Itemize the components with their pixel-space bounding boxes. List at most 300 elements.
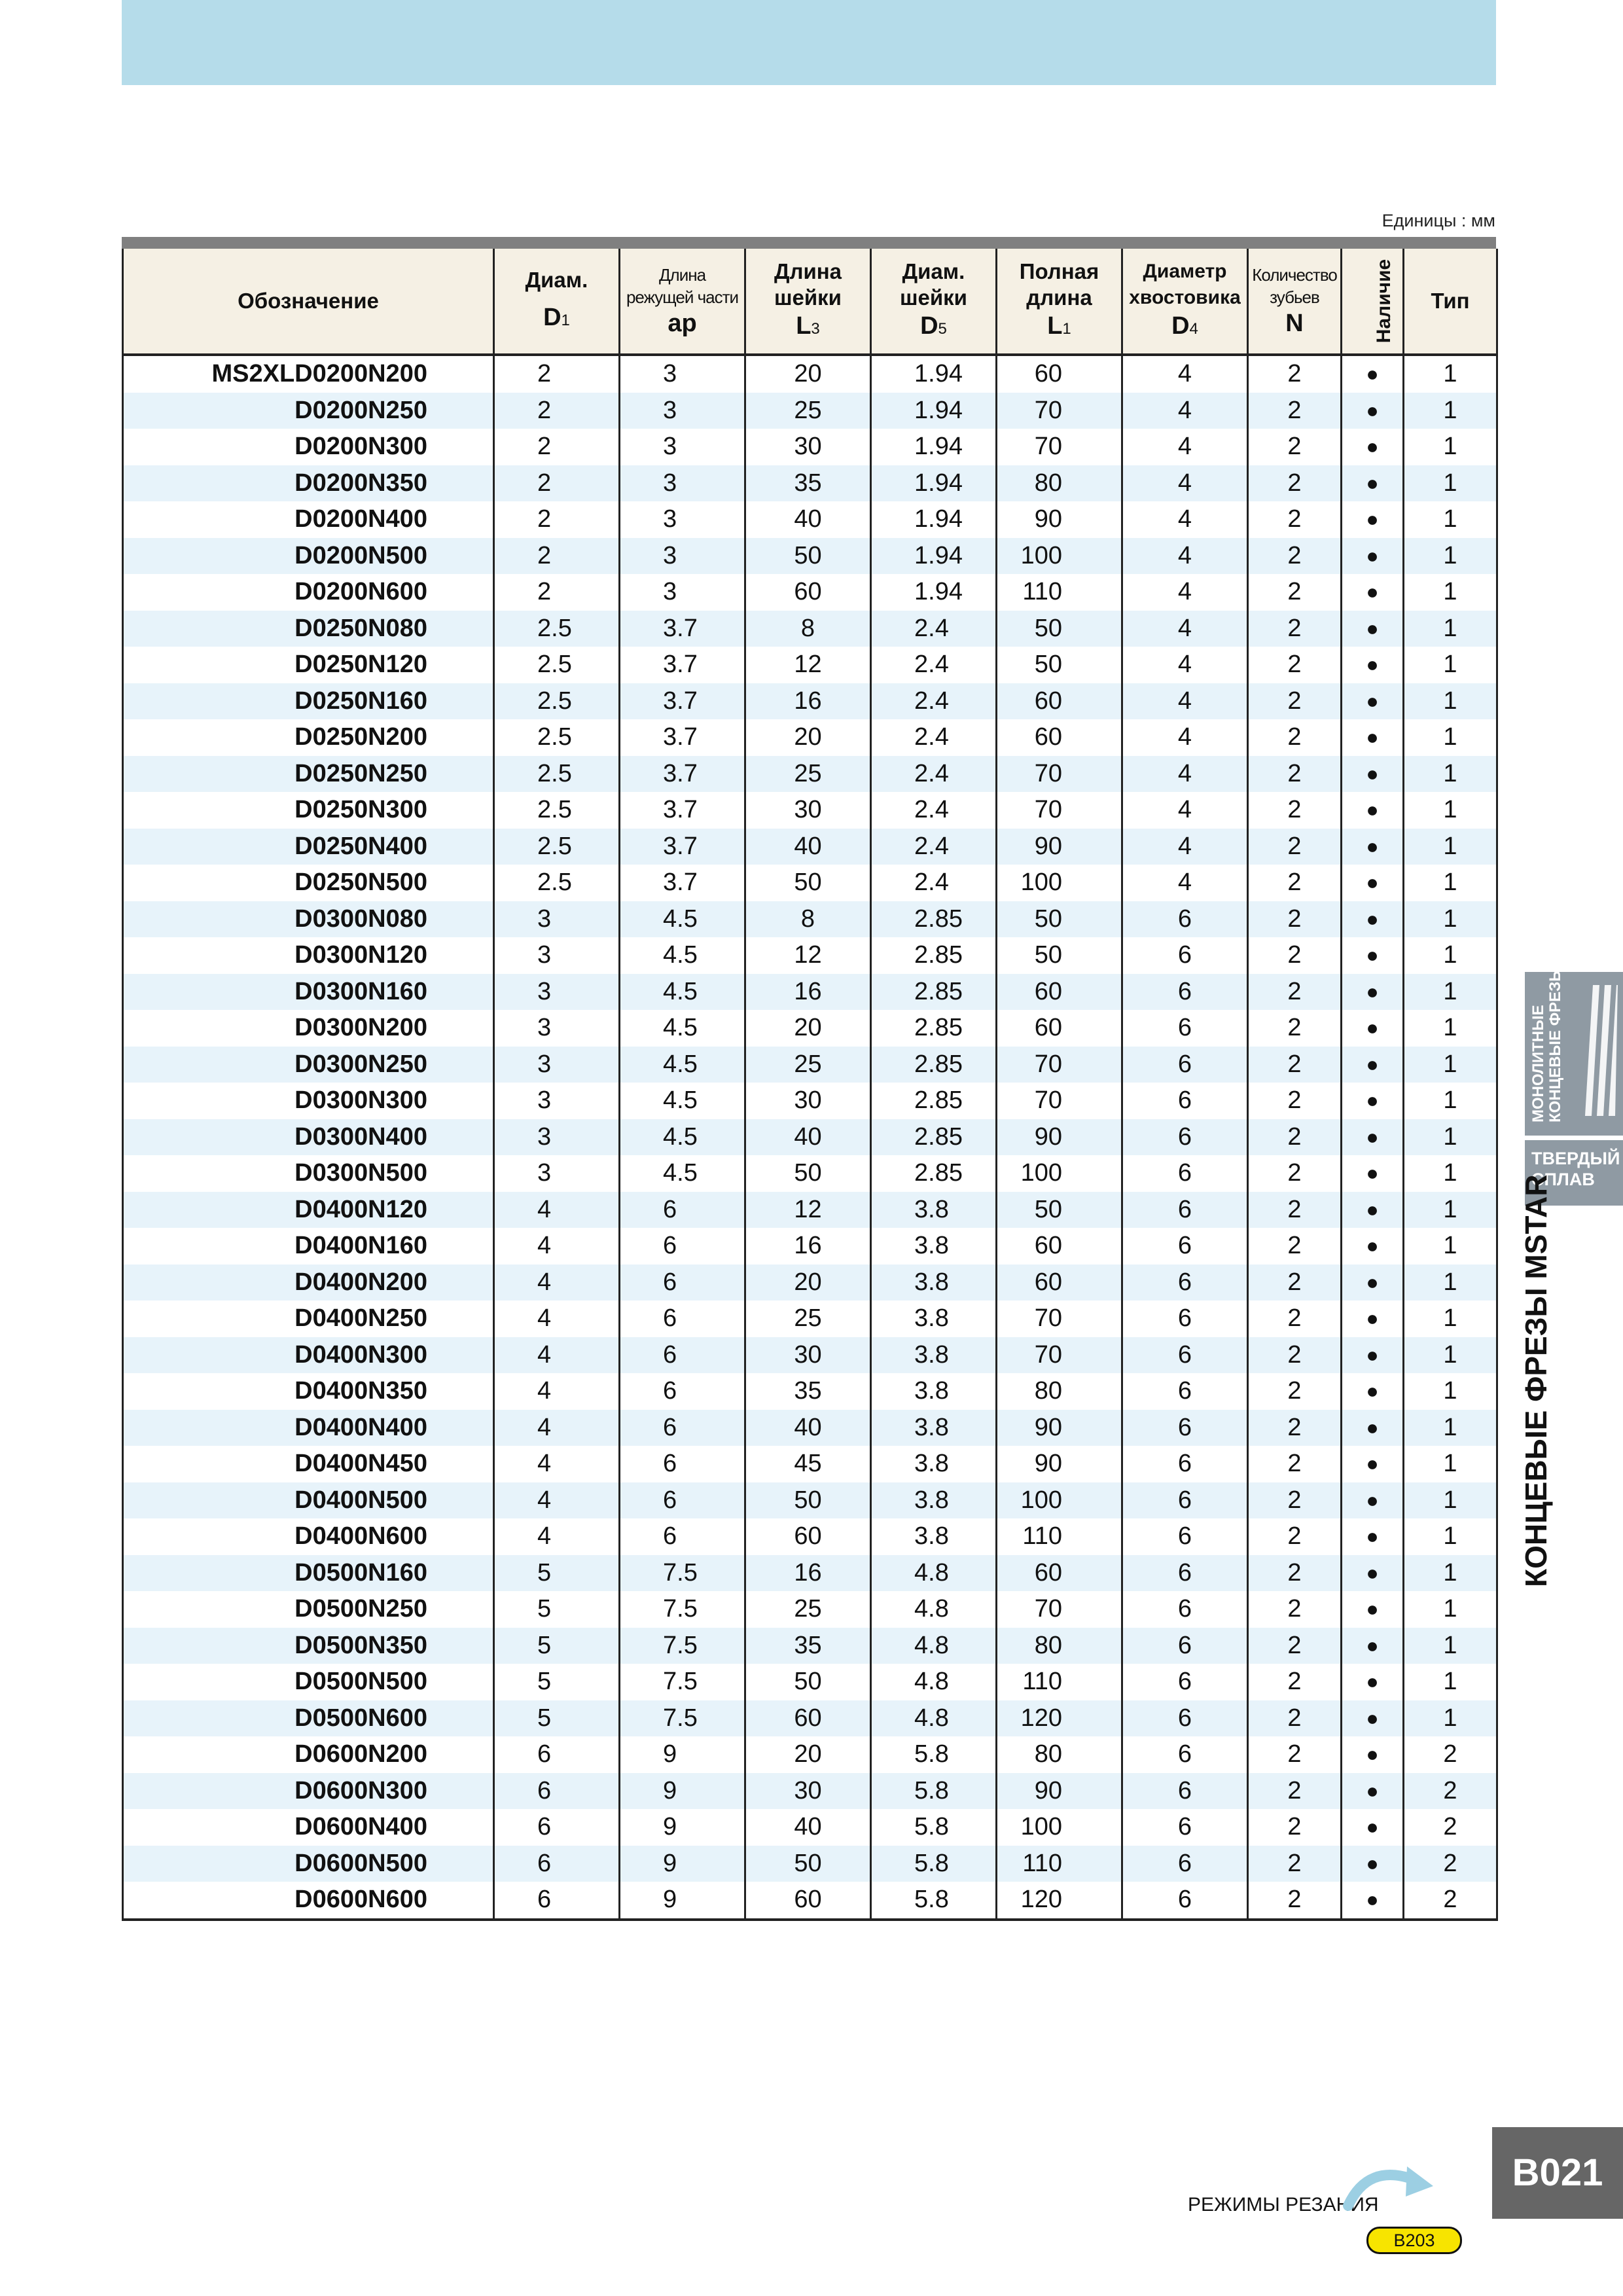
cell-d5: 2.4 — [871, 756, 997, 793]
cell-n: 2 — [1248, 1882, 1342, 1920]
cell-d5: 3.8 — [871, 1446, 997, 1482]
table-row — [123, 829, 1497, 865]
cell-l1: 90 — [997, 1410, 1122, 1446]
cell-ap: 6 — [620, 1373, 745, 1410]
cell-n: 2 — [1248, 611, 1342, 647]
cell-l1: 70 — [997, 1337, 1122, 1374]
cell-designation: D0300N300 — [123, 1083, 494, 1119]
cell-type: 1 — [1404, 937, 1497, 974]
cell-ap: 3.7 — [620, 829, 745, 865]
stock-dot-icon: ● — [1342, 1010, 1404, 1047]
cell-designation: D0500N350 — [123, 1628, 494, 1664]
cell-n: 2 — [1248, 538, 1342, 575]
cell-n: 2 — [1248, 393, 1342, 429]
cell-l1: 90 — [997, 1119, 1122, 1156]
cell-d5: 2.85 — [871, 1010, 997, 1047]
cell-d4: 6 — [1122, 1373, 1248, 1410]
stock-dot-icon: ● — [1342, 683, 1404, 720]
stock-dot-icon: ● — [1342, 1628, 1404, 1664]
cell-d1: 2 — [494, 538, 620, 575]
cell-d4: 4 — [1122, 829, 1248, 865]
cell-l1: 80 — [997, 1628, 1122, 1664]
cell-l3: 30 — [745, 792, 871, 829]
cell-n: 2 — [1248, 1119, 1342, 1156]
table-row — [123, 719, 1497, 756]
stock-dot-icon: ● — [1342, 501, 1404, 538]
cell-n: 2 — [1248, 501, 1342, 538]
cell-designation: D0250N400 — [123, 829, 494, 865]
cell-l3: 8 — [745, 901, 871, 938]
cell-d4: 6 — [1122, 1410, 1248, 1446]
cell-designation: D0400N500 — [123, 1482, 494, 1519]
cell-designation: D0600N600 — [123, 1882, 494, 1920]
cell-d4: 6 — [1122, 1664, 1248, 1700]
cell-d4: 4 — [1122, 792, 1248, 829]
table-row — [123, 538, 1497, 575]
cell-d1: 6 — [494, 1736, 620, 1773]
cell-type: 1 — [1404, 1300, 1497, 1337]
cell-l1: 120 — [997, 1700, 1122, 1737]
cell-ap: 4.5 — [620, 1155, 745, 1192]
table-body — [123, 355, 1497, 1920]
stock-dot-icon: ● — [1342, 465, 1404, 502]
cell-l3: 12 — [745, 937, 871, 974]
cell-d1: 3 — [494, 974, 620, 1011]
table-row — [123, 647, 1497, 683]
cell-l3: 25 — [745, 393, 871, 429]
stock-dot-icon: ● — [1342, 1228, 1404, 1265]
table-row — [123, 429, 1497, 465]
cell-designation: D0600N300 — [123, 1773, 494, 1810]
table-row — [123, 1119, 1497, 1156]
cell-l3: 20 — [745, 1010, 871, 1047]
header-designation: Обозначение — [123, 249, 494, 355]
stock-dot-icon: ● — [1342, 1410, 1404, 1446]
cell-l3: 8 — [745, 611, 871, 647]
side-tab-solid-endmills[interactable] — [1525, 966, 1623, 1136]
cell-l3: 16 — [745, 1555, 871, 1592]
cell-l1: 60 — [997, 974, 1122, 1011]
cell-l3: 50 — [745, 538, 871, 575]
cell-ap: 4.5 — [620, 1083, 745, 1119]
cell-l1: 60 — [997, 719, 1122, 756]
cell-n: 2 — [1248, 1083, 1342, 1119]
cell-type: 2 — [1404, 1773, 1497, 1810]
cell-l3: 45 — [745, 1446, 871, 1482]
cell-d4: 4 — [1122, 647, 1248, 683]
cell-ap: 6 — [620, 1228, 745, 1265]
cell-n: 2 — [1248, 1773, 1342, 1810]
cell-l1: 110 — [997, 1518, 1122, 1555]
cell-d4: 6 — [1122, 1010, 1248, 1047]
cell-designation: D0500N500 — [123, 1664, 494, 1700]
cell-d4: 6 — [1122, 901, 1248, 938]
cell-ap: 3 — [620, 574, 745, 611]
cell-d4: 6 — [1122, 937, 1248, 974]
stock-dot-icon: ● — [1342, 865, 1404, 901]
cell-l3: 30 — [745, 429, 871, 465]
cell-type: 1 — [1404, 355, 1497, 393]
cell-d1: 2 — [494, 465, 620, 502]
stock-dot-icon: ● — [1342, 1373, 1404, 1410]
top-banner — [122, 0, 1496, 85]
cell-type: 2 — [1404, 1736, 1497, 1773]
cell-d1: 4 — [494, 1228, 620, 1265]
cell-ap: 3 — [620, 538, 745, 575]
cell-d5: 3.8 — [871, 1518, 997, 1555]
cell-designation: D0300N200 — [123, 1010, 494, 1047]
cell-l3: 40 — [745, 501, 871, 538]
cell-d5: 3.8 — [871, 1410, 997, 1446]
table-row — [123, 865, 1497, 901]
stock-dot-icon: ● — [1342, 1119, 1404, 1156]
stock-dot-icon: ● — [1342, 1700, 1404, 1737]
header-d5: Диам. шейки D5 — [871, 249, 997, 355]
cell-n: 2 — [1248, 937, 1342, 974]
cell-n: 2 — [1248, 829, 1342, 865]
stock-dot-icon: ● — [1342, 829, 1404, 865]
stock-dot-icon: ● — [1342, 574, 1404, 611]
cell-ap: 4.5 — [620, 901, 745, 938]
cell-l3: 60 — [745, 574, 871, 611]
cell-d5: 3.8 — [871, 1228, 997, 1265]
cell-type: 1 — [1404, 1373, 1497, 1410]
cell-designation: D0400N300 — [123, 1337, 494, 1374]
cell-n: 2 — [1248, 1482, 1342, 1519]
cell-l1: 100 — [997, 1155, 1122, 1192]
table-row — [123, 465, 1497, 502]
cell-type: 1 — [1404, 429, 1497, 465]
cell-l1: 100 — [997, 1809, 1122, 1846]
cell-ap: 3 — [620, 429, 745, 465]
cell-d4: 6 — [1122, 1700, 1248, 1737]
curved-arrow-icon — [1342, 2160, 1440, 2225]
cell-d5: 2.4 — [871, 611, 997, 647]
cell-l3: 50 — [745, 1846, 871, 1882]
side-tab-carbide-label: ТВЕРДЫЙ СПЛАВ — [1531, 1149, 1620, 1189]
cell-ap: 4.5 — [620, 974, 745, 1011]
cell-d5: 3.8 — [871, 1265, 997, 1301]
cell-ap: 7.5 — [620, 1664, 745, 1700]
cell-l1: 90 — [997, 829, 1122, 865]
cell-d5: 2.85 — [871, 974, 997, 1011]
cell-ap: 4.5 — [620, 1010, 745, 1047]
cell-type: 1 — [1404, 538, 1497, 575]
cell-n: 2 — [1248, 865, 1342, 901]
cell-type: 1 — [1404, 683, 1497, 720]
cell-d1: 5 — [494, 1664, 620, 1700]
cell-l1: 50 — [997, 611, 1122, 647]
cell-ap: 6 — [620, 1482, 745, 1519]
stock-dot-icon: ● — [1342, 974, 1404, 1011]
cell-designation: D0250N300 — [123, 792, 494, 829]
cell-type: 1 — [1404, 756, 1497, 793]
cell-l3: 25 — [745, 1047, 871, 1083]
cell-d4: 6 — [1122, 1846, 1248, 1882]
cell-d5: 1.94 — [871, 355, 997, 393]
cell-d5: 4.8 — [871, 1555, 997, 1592]
table-row — [123, 1518, 1497, 1555]
cell-d5: 4.8 — [871, 1591, 997, 1628]
table-row — [123, 355, 1497, 393]
cell-n: 2 — [1248, 574, 1342, 611]
cell-type: 2 — [1404, 1809, 1497, 1846]
cell-l1: 90 — [997, 1446, 1122, 1482]
cell-l1: 70 — [997, 1591, 1122, 1628]
cell-d4: 6 — [1122, 1446, 1248, 1482]
cell-d1: 5 — [494, 1591, 620, 1628]
cell-d4: 6 — [1122, 974, 1248, 1011]
cell-d1: 6 — [494, 1809, 620, 1846]
table-row — [123, 611, 1497, 647]
table-row — [123, 1773, 1497, 1810]
cell-designation: D0200N500 — [123, 538, 494, 575]
cell-type: 1 — [1404, 1337, 1497, 1374]
cell-type: 1 — [1404, 719, 1497, 756]
cell-n: 2 — [1248, 756, 1342, 793]
cell-l1: 60 — [997, 1228, 1122, 1265]
table-row — [123, 756, 1497, 793]
stock-dot-icon: ● — [1342, 611, 1404, 647]
cell-d5: 4.8 — [871, 1628, 997, 1664]
cell-l1: 70 — [997, 792, 1122, 829]
cell-l1: 70 — [997, 1047, 1122, 1083]
stock-dot-icon: ● — [1342, 1337, 1404, 1374]
cell-designation: D0400N200 — [123, 1265, 494, 1301]
endmill-stripes-icon — [1578, 985, 1618, 1116]
stock-dot-icon: ● — [1342, 393, 1404, 429]
cell-l1: 70 — [997, 756, 1122, 793]
table-row — [123, 1155, 1497, 1192]
cell-ap: 3.7 — [620, 647, 745, 683]
cell-designation: D0400N350 — [123, 1373, 494, 1410]
cell-l1: 60 — [997, 1010, 1122, 1047]
cell-l1: 60 — [997, 1555, 1122, 1592]
page-number: B021 — [1492, 2127, 1623, 2219]
cell-ap: 3 — [620, 501, 745, 538]
cell-designation: D0300N120 — [123, 937, 494, 974]
cell-d1: 4 — [494, 1265, 620, 1301]
cutting-conditions-ref-link[interactable]: B203 — [1366, 2227, 1462, 2254]
stock-dot-icon: ● — [1342, 937, 1404, 974]
cell-l3: 60 — [745, 1518, 871, 1555]
cell-l3: 40 — [745, 1119, 871, 1156]
cell-l3: 60 — [745, 1882, 871, 1920]
table-row — [123, 1083, 1497, 1119]
cell-designation: D0500N600 — [123, 1700, 494, 1737]
stock-dot-icon: ● — [1342, 1882, 1404, 1920]
side-tab-solid-endmills-label: МОНОЛИТНЫЕ КОНЦЕВЫЕ ФРЕЗЫ — [1529, 966, 1564, 1122]
stock-dot-icon: ● — [1342, 1047, 1404, 1083]
cell-d5: 2.85 — [871, 1119, 997, 1156]
cell-d5: 4.8 — [871, 1700, 997, 1737]
table-row — [123, 1337, 1497, 1374]
cell-n: 2 — [1248, 1700, 1342, 1737]
cell-d1: 3 — [494, 937, 620, 974]
table-row — [123, 574, 1497, 611]
cell-d5: 2.4 — [871, 719, 997, 756]
stock-dot-icon: ● — [1342, 1083, 1404, 1119]
table-row — [123, 1846, 1497, 1882]
cell-d4: 4 — [1122, 611, 1248, 647]
cell-d5: 5.8 — [871, 1736, 997, 1773]
stock-dot-icon: ● — [1342, 1518, 1404, 1555]
cell-d5: 2.4 — [871, 792, 997, 829]
stock-dot-icon: ● — [1342, 1555, 1404, 1592]
cell-l3: 30 — [745, 1083, 871, 1119]
cell-type: 1 — [1404, 1155, 1497, 1192]
cell-n: 2 — [1248, 1591, 1342, 1628]
cell-n: 2 — [1248, 429, 1342, 465]
cell-d4: 4 — [1122, 393, 1248, 429]
cell-type: 1 — [1404, 1482, 1497, 1519]
cell-n: 2 — [1248, 974, 1342, 1011]
cell-l3: 50 — [745, 1155, 871, 1192]
cell-ap: 3.7 — [620, 865, 745, 901]
table-row — [123, 1228, 1497, 1265]
cell-l1: 110 — [997, 1846, 1122, 1882]
cell-n: 2 — [1248, 1155, 1342, 1192]
cell-l1: 80 — [997, 1373, 1122, 1410]
cell-ap: 3.7 — [620, 719, 745, 756]
table-row — [123, 974, 1497, 1011]
table-row — [123, 1300, 1497, 1337]
cell-n: 2 — [1248, 355, 1342, 393]
cell-l3: 60 — [745, 1700, 871, 1737]
header-stock: Наличие — [1342, 249, 1404, 355]
cell-l3: 50 — [745, 865, 871, 901]
stock-dot-icon: ● — [1342, 1300, 1404, 1337]
cell-n: 2 — [1248, 1518, 1342, 1555]
cell-d1: 2.5 — [494, 611, 620, 647]
cell-d4: 4 — [1122, 756, 1248, 793]
stock-dot-icon: ● — [1342, 1846, 1404, 1882]
cell-d4: 6 — [1122, 1518, 1248, 1555]
cell-l1: 90 — [997, 1773, 1122, 1810]
cell-d5: 5.8 — [871, 1882, 997, 1920]
cell-n: 2 — [1248, 1337, 1342, 1374]
cell-l3: 50 — [745, 1482, 871, 1519]
table-row — [123, 683, 1497, 720]
cell-designation: MS2XLD0200N200 — [123, 355, 494, 393]
cell-type: 1 — [1404, 1192, 1497, 1229]
cell-d4: 6 — [1122, 1555, 1248, 1592]
cell-type: 1 — [1404, 1265, 1497, 1301]
cell-type: 1 — [1404, 1119, 1497, 1156]
cell-d1: 4 — [494, 1410, 620, 1446]
cell-d1: 3 — [494, 1119, 620, 1156]
cell-l3: 30 — [745, 1773, 871, 1810]
cell-type: 1 — [1404, 1410, 1497, 1446]
cell-l3: 25 — [745, 756, 871, 793]
table-row — [123, 1047, 1497, 1083]
cell-n: 2 — [1248, 901, 1342, 938]
cell-n: 2 — [1248, 719, 1342, 756]
cell-d4: 4 — [1122, 865, 1248, 901]
cell-n: 2 — [1248, 1010, 1342, 1047]
stock-dot-icon: ● — [1342, 1155, 1404, 1192]
cell-d1: 4 — [494, 1373, 620, 1410]
cell-n: 2 — [1248, 1410, 1342, 1446]
cell-designation: D0400N160 — [123, 1228, 494, 1265]
cell-d1: 4 — [494, 1300, 620, 1337]
cell-designation: D0200N300 — [123, 429, 494, 465]
header-d1: Диам. D1 — [494, 249, 620, 355]
cell-d1: 3 — [494, 1083, 620, 1119]
cell-d1: 2.5 — [494, 683, 620, 720]
stock-dot-icon: ● — [1342, 1664, 1404, 1700]
table-row — [123, 1410, 1497, 1446]
cell-n: 2 — [1248, 1846, 1342, 1882]
cell-l3: 30 — [745, 1337, 871, 1374]
cell-d5: 2.4 — [871, 647, 997, 683]
cell-type: 1 — [1404, 1047, 1497, 1083]
cell-l3: 40 — [745, 1410, 871, 1446]
cell-l3: 20 — [745, 1736, 871, 1773]
stock-dot-icon: ● — [1342, 1736, 1404, 1773]
cell-n: 2 — [1248, 1736, 1342, 1773]
cell-n: 2 — [1248, 1047, 1342, 1083]
table-row — [123, 1192, 1497, 1229]
cell-l3: 12 — [745, 647, 871, 683]
cell-d5: 1.94 — [871, 501, 997, 538]
stock-dot-icon: ● — [1342, 1809, 1404, 1846]
cell-ap: 4.5 — [620, 1119, 745, 1156]
cell-l1: 120 — [997, 1882, 1122, 1920]
cell-d1: 5 — [494, 1555, 620, 1592]
cell-designation: D0400N400 — [123, 1410, 494, 1446]
stock-dot-icon: ● — [1342, 538, 1404, 575]
header-l3: Длина шейки L3 — [745, 249, 871, 355]
cell-ap: 3.7 — [620, 611, 745, 647]
cell-l1: 110 — [997, 574, 1122, 611]
cell-designation: D0400N450 — [123, 1446, 494, 1482]
stock-dot-icon: ● — [1342, 1265, 1404, 1301]
stock-dot-icon: ● — [1342, 1192, 1404, 1229]
cell-d5: 5.8 — [871, 1773, 997, 1810]
table-row — [123, 1700, 1497, 1737]
cell-n: 2 — [1248, 792, 1342, 829]
cell-designation: D0400N120 — [123, 1192, 494, 1229]
cell-d1: 2.5 — [494, 719, 620, 756]
cell-l1: 50 — [997, 937, 1122, 974]
cell-l1: 70 — [997, 1083, 1122, 1119]
cell-ap: 6 — [620, 1300, 745, 1337]
cell-designation: D0300N080 — [123, 901, 494, 938]
cell-d4: 6 — [1122, 1119, 1248, 1156]
cell-d1: 2 — [494, 393, 620, 429]
cell-l3: 25 — [745, 1300, 871, 1337]
cell-d5: 1.94 — [871, 574, 997, 611]
cell-d1: 4 — [494, 1446, 620, 1482]
header-l1: Полная длина L1 — [997, 249, 1122, 355]
table-row — [123, 1265, 1497, 1301]
cell-designation: D0500N160 — [123, 1555, 494, 1592]
cell-designation: D0300N160 — [123, 974, 494, 1011]
cell-d1: 2.5 — [494, 756, 620, 793]
cell-d1: 6 — [494, 1773, 620, 1810]
cell-l3: 16 — [745, 974, 871, 1011]
table-row — [123, 1628, 1497, 1664]
cell-d5: 2.85 — [871, 1083, 997, 1119]
cell-l3: 40 — [745, 1809, 871, 1846]
cell-d1: 2.5 — [494, 792, 620, 829]
header-ap: Длина режущей части ap — [620, 249, 745, 355]
cell-designation: D0400N250 — [123, 1300, 494, 1337]
cell-type: 1 — [1404, 1664, 1497, 1700]
cell-d1: 2 — [494, 429, 620, 465]
cell-designation: D0300N400 — [123, 1119, 494, 1156]
